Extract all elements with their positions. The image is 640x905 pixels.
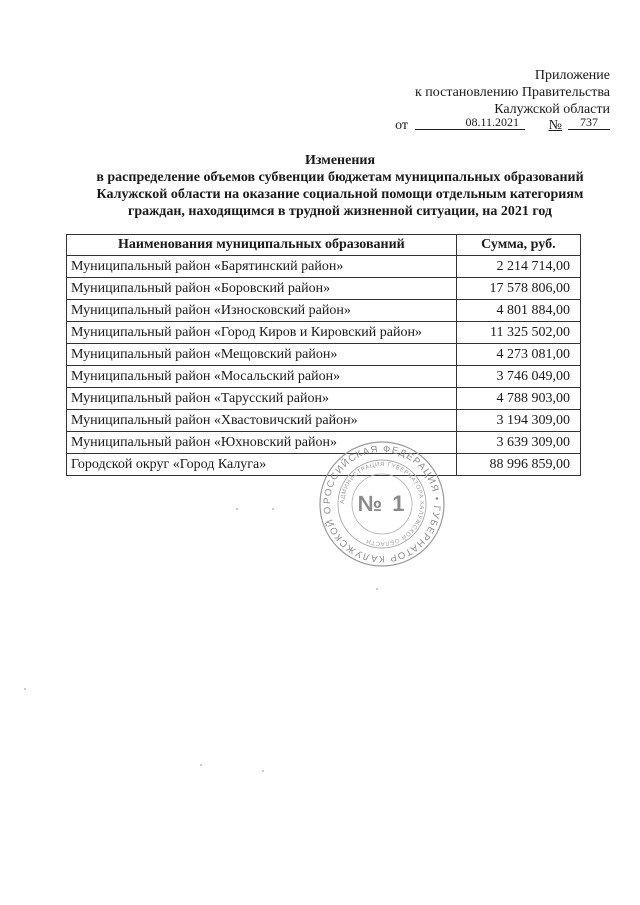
subvention-sum: 88 996 859,00 (456, 454, 580, 476)
appendix-label: Приложение (534, 68, 610, 83)
table-row (67, 366, 581, 388)
table-row (67, 410, 581, 432)
subvention-sum: 3 194 309,00 (456, 410, 580, 432)
appendix-resolution-line: к постановлению Правительства (414, 85, 610, 100)
subvention-sum: 3 639 309,00 (456, 432, 580, 454)
resolution-date: 08.11.2021 (415, 114, 525, 130)
seal-number: № 1 (357, 491, 407, 516)
table-header-row (67, 235, 581, 256)
column-header-name: Наименования муниципальных образований (67, 235, 457, 256)
municipality-name: Муниципальный район «Юхновский район» (67, 432, 457, 454)
municipality-name: Муниципальный район «Барятинский район» (67, 256, 457, 278)
column-header-sum: Сумма, руб. (456, 235, 580, 256)
scan-speck (200, 764, 202, 766)
scan-speck (272, 508, 274, 510)
resolution-date-number (350, 117, 610, 134)
scan-speck (262, 770, 264, 772)
municipality-name: Муниципальный район «Боровский район» (67, 278, 457, 300)
title-line-4: граждан, находящимся в трудной жизненной ситуации, на 2021 год (127, 204, 553, 219)
subvention-sum: 4 273 081,00 (456, 344, 580, 366)
table-row (67, 278, 581, 300)
municipality-name: Муниципальный район «Тарусский район» (67, 388, 457, 410)
official-seal-stamp (318, 440, 446, 568)
subvention-sum: 11 325 502,00 (456, 322, 580, 344)
table-row (67, 322, 581, 344)
municipality-name: Муниципальный район «Хвастовичский район» (67, 410, 457, 432)
title-line-2: в распределение объемов субвенции бюджетам муниципальных образований (96, 170, 584, 185)
from-label: от (395, 118, 408, 133)
appendix-region-line: Калужской области (494, 102, 610, 117)
municipality-name: Муниципальный район «Город Киров и Кировский район» (67, 322, 457, 344)
table-row (67, 388, 581, 410)
subvention-sum: 2 214 714,00 (456, 256, 580, 278)
scan-speck (376, 588, 378, 590)
title-line-3: Калужской области на оказание социальной помощи отдельным категориям (96, 187, 584, 202)
scan-speck (236, 508, 238, 510)
municipality-name: Городской округ «Город Калуга» (67, 454, 457, 476)
number-label: № (548, 118, 562, 133)
scan-speck (24, 688, 26, 690)
document-title (60, 152, 620, 220)
seal-outer-text: РОССИЙСКАЯ ФЕДЕРАЦИЯ • ГУБЕРНАТОР КАЛУЖСКОЙ О (321, 443, 443, 565)
table-row (67, 300, 581, 322)
municipality-name: Муниципальный район «Мещовский район» (67, 344, 457, 366)
table-row (67, 344, 581, 366)
title-line-1: Изменения (304, 153, 376, 168)
subvention-sum: 17 578 806,00 (456, 278, 580, 300)
seal-inner-text: АДМИНИСТРАЦИЯ ГУБЕРНАТОРА КАЛУЖСКОЙ ОБЛАСТИ (339, 461, 425, 547)
subvention-sum: 4 788 903,00 (456, 388, 580, 410)
subvention-sum: 4 801 884,00 (456, 300, 580, 322)
resolution-number: 737 (568, 114, 610, 130)
municipality-name: Муниципальный район «Износковский район» (67, 300, 457, 322)
municipality-name: Муниципальный район «Мосальский район» (67, 366, 457, 388)
subvention-sum: 3 746 049,00 (456, 366, 580, 388)
table-row (67, 256, 581, 278)
